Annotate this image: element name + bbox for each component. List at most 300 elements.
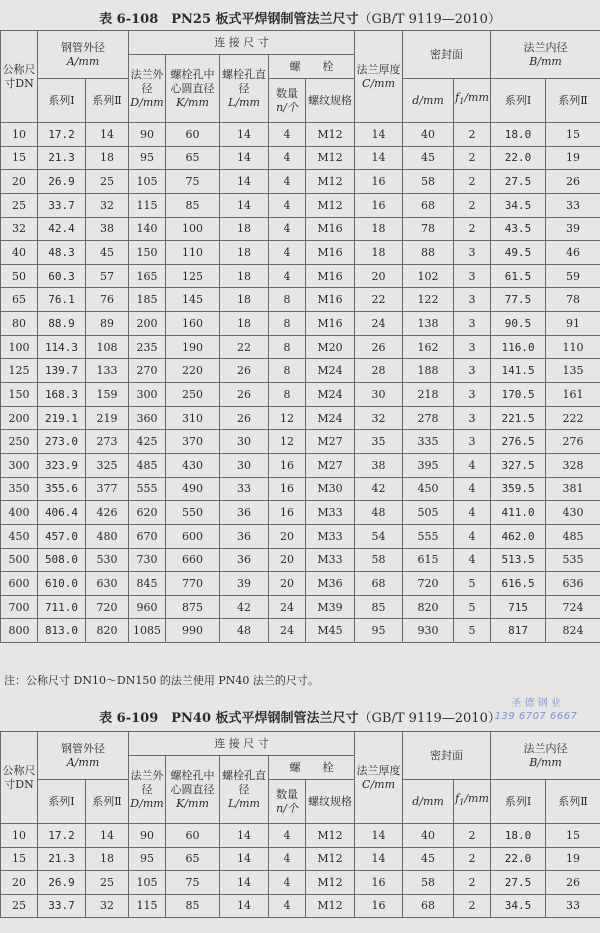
header-d: d/mm <box>403 780 454 824</box>
table-cell: M12 <box>306 871 355 895</box>
table-cell: 30 <box>220 453 269 477</box>
table-6-109 <box>0 731 600 918</box>
table-cell: 18 <box>220 241 269 265</box>
table-cell: 630 <box>86 572 129 596</box>
table-cell: 14 <box>220 123 269 147</box>
table-cell: 310 <box>166 406 220 430</box>
table-row <box>1 193 600 217</box>
table-row <box>1 430 600 454</box>
table-cell: 40 <box>1 241 38 265</box>
table-cell: 21.3 <box>38 847 86 871</box>
table-cell: 700 <box>1 595 38 619</box>
table-cell: 490 <box>166 477 220 501</box>
table-cell: 5 <box>454 595 491 619</box>
table-cell: 36 <box>220 548 269 572</box>
table-cell: 817 <box>491 619 546 643</box>
table-cell: 90 <box>129 824 166 848</box>
table-cell: 95 <box>129 847 166 871</box>
table-cell: 218 <box>403 383 454 407</box>
table-cell: 4 <box>454 548 491 572</box>
table-cell: 145 <box>166 288 220 312</box>
table-cell: 3 <box>454 335 491 359</box>
header-bolt-qty: 数量 n/个 <box>269 780 306 824</box>
table-cell: 60.3 <box>38 264 86 288</box>
table-cell: 273.0 <box>38 430 86 454</box>
table-row <box>1 406 600 430</box>
table-row <box>1 264 600 288</box>
table-cell: 200 <box>1 406 38 430</box>
table-cell: 327.5 <box>491 453 546 477</box>
table-cell: 381 <box>546 477 600 501</box>
table-cell: 48 <box>220 619 269 643</box>
table-cell: 505 <box>403 501 454 525</box>
table-6-108-title <box>0 8 600 27</box>
table-cell: M36 <box>306 572 355 596</box>
table-cell: 14 <box>220 193 269 217</box>
table-row <box>1 524 600 548</box>
table-cell: 22.0 <box>491 847 546 871</box>
table-cell: 30 <box>355 383 403 407</box>
table-cell: 14 <box>220 847 269 871</box>
table-cell: 95 <box>129 146 166 170</box>
table-cell: 335 <box>403 430 454 454</box>
header-flange-od: 法兰外径 D/mm <box>129 756 166 824</box>
table-cell: 14 <box>220 170 269 194</box>
table-cell: 450 <box>403 477 454 501</box>
header-bolt: 螺 栓 <box>269 55 355 79</box>
table-cell: 425 <box>129 430 166 454</box>
table-cell: 273 <box>86 430 129 454</box>
table-cell: 59 <box>546 264 600 288</box>
table-cell: 5 <box>454 572 491 596</box>
table-cell: M20 <box>306 335 355 359</box>
header-f1: $f_1/mm$ <box>454 79 491 123</box>
table-cell: 400 <box>1 501 38 525</box>
table-cell: M16 <box>306 288 355 312</box>
header-nominal-size: 公称尺寸DN <box>1 732 38 824</box>
table-cell: 616.5 <box>491 572 546 596</box>
table-cell: 555 <box>129 477 166 501</box>
table-cell: 3 <box>454 288 491 312</box>
table-cell: 530 <box>86 548 129 572</box>
table-cell: M16 <box>306 217 355 241</box>
table-cell: 24 <box>269 619 306 643</box>
table-row <box>1 847 600 871</box>
table-cell: 960 <box>129 595 166 619</box>
table-cell: 462.0 <box>491 524 546 548</box>
table-cell: 430 <box>546 501 600 525</box>
table-cell: 88 <box>403 241 454 265</box>
table-cell: 8 <box>269 288 306 312</box>
table-row <box>1 871 600 895</box>
table-cell: 2 <box>454 847 491 871</box>
table-cell: 26 <box>355 335 403 359</box>
table-cell: 50 <box>1 264 38 288</box>
table-cell: M12 <box>306 894 355 918</box>
table-cell: 33 <box>546 193 600 217</box>
table-cell: 114.3 <box>38 335 86 359</box>
table-row <box>1 335 600 359</box>
table-cell: 2 <box>454 824 491 848</box>
header-id-series-2: 系列Ⅱ <box>546 79 600 123</box>
table-cell: 26.9 <box>38 871 86 895</box>
title-text: 表 6-109 PN40 板式平焊钢制管法兰尺寸 <box>99 711 359 726</box>
table-cell: 125 <box>166 264 220 288</box>
table-cell: 219 <box>86 406 129 430</box>
table-cell: 160 <box>166 312 220 336</box>
table-cell: 49.5 <box>491 241 546 265</box>
table-row <box>1 824 600 848</box>
table-cell: 68 <box>403 894 454 918</box>
table-cell: 3 <box>454 264 491 288</box>
table-cell: 58 <box>403 871 454 895</box>
table-cell: 824 <box>546 619 600 643</box>
table-cell: 42 <box>220 595 269 619</box>
table-cell: 76.1 <box>38 288 86 312</box>
table-cell: 235 <box>129 335 166 359</box>
table-cell: 33.7 <box>38 894 86 918</box>
table-cell: 8 <box>269 312 306 336</box>
header-f1: $f_1/mm$ <box>454 780 491 824</box>
table-cell: 58 <box>355 548 403 572</box>
table-cell: 133 <box>86 359 129 383</box>
table-cell: 355.6 <box>38 477 86 501</box>
table-cell: 30 <box>220 430 269 454</box>
table-cell: 65 <box>1 288 38 312</box>
table-cell: 18 <box>220 288 269 312</box>
table-cell: 80 <box>1 312 38 336</box>
title-standard: （GB/T 9119—2010） <box>358 711 501 726</box>
table-cell: 34.5 <box>491 894 546 918</box>
table-cell: 5 <box>454 619 491 643</box>
table-cell: 65 <box>166 847 220 871</box>
table-cell: 220 <box>166 359 220 383</box>
table-cell: 770 <box>166 572 220 596</box>
table-cell: 8 <box>269 359 306 383</box>
table-cell: 26 <box>220 406 269 430</box>
table-cell: 20 <box>1 871 38 895</box>
table-row <box>1 894 600 918</box>
table-cell: 18 <box>355 217 403 241</box>
table-cell: 45 <box>86 241 129 265</box>
table-cell: 930 <box>403 619 454 643</box>
header-seal-face: 密封面 <box>403 732 491 780</box>
table-cell: 276.5 <box>491 430 546 454</box>
table-cell: 250 <box>166 383 220 407</box>
table-cell: 22 <box>355 288 403 312</box>
table-cell: 190 <box>166 335 220 359</box>
table-cell: 188 <box>403 359 454 383</box>
table-cell: 22 <box>220 335 269 359</box>
table-row <box>1 501 600 525</box>
header-bolt-circle: 螺栓孔中心圆直径 K/mm <box>166 756 220 824</box>
table-row <box>1 572 600 596</box>
table-cell: 48 <box>355 501 403 525</box>
table-cell: 85 <box>355 595 403 619</box>
table-cell: 138 <box>403 312 454 336</box>
table-cell: 4 <box>269 847 306 871</box>
table-cell: 85 <box>166 193 220 217</box>
header-id-series-1: 系列Ⅰ <box>491 79 546 123</box>
table-cell: 4 <box>454 524 491 548</box>
table-6-108-body <box>1 123 600 643</box>
table-cell: 2 <box>454 170 491 194</box>
table-cell: 610.0 <box>38 572 86 596</box>
header-bolt-hole: 螺栓孔直径 L/mm <box>220 55 269 123</box>
table-cell: 660 <box>166 548 220 572</box>
table-cell: 720 <box>86 595 129 619</box>
table-cell: 18.0 <box>491 824 546 848</box>
header-bolt-qty: 数量 n/个 <box>269 79 306 123</box>
table-cell: 68 <box>355 572 403 596</box>
table-cell: 12 <box>269 430 306 454</box>
title-standard: （GB/T 9119—2010） <box>358 12 501 27</box>
table-row <box>1 312 600 336</box>
table-cell: 100 <box>166 217 220 241</box>
table-cell: M33 <box>306 524 355 548</box>
table-cell: 89 <box>86 312 129 336</box>
table-6-109-body <box>1 824 600 918</box>
table-cell: 33.7 <box>38 193 86 217</box>
table-cell: 14 <box>355 824 403 848</box>
table-cell: 14 <box>355 146 403 170</box>
table-cell: 32 <box>355 406 403 430</box>
table-cell: 140 <box>129 217 166 241</box>
table-cell: 33 <box>546 894 600 918</box>
table-cell: 91 <box>546 312 600 336</box>
table-cell: M12 <box>306 193 355 217</box>
table-cell: M30 <box>306 477 355 501</box>
title-text: 表 6-108 PN25 板式平焊钢制管法兰尺寸 <box>99 12 359 27</box>
stamp-phone: 139 6707 6667 <box>494 711 578 722</box>
table-cell: 636 <box>546 572 600 596</box>
table-cell: 122 <box>403 288 454 312</box>
stamp-name: 圣 德 钢 业 <box>511 698 561 709</box>
table-cell: 620 <box>129 501 166 525</box>
table-cell: 4 <box>269 894 306 918</box>
table-cell: 14 <box>220 146 269 170</box>
table-6-109-title <box>0 707 600 726</box>
table-cell: 18 <box>86 146 129 170</box>
table-row <box>1 383 600 407</box>
table-cell: 18 <box>220 217 269 241</box>
table-cell: 2 <box>454 217 491 241</box>
table-cell: 14 <box>86 123 129 147</box>
table-cell: 34.5 <box>491 193 546 217</box>
table-cell: 457.0 <box>38 524 86 548</box>
table-cell: 426 <box>86 501 129 525</box>
table-cell: 550 <box>166 501 220 525</box>
table-cell: 17.2 <box>38 824 86 848</box>
table-cell: 110 <box>546 335 600 359</box>
table-cell: 4 <box>269 146 306 170</box>
table-cell: 3 <box>454 430 491 454</box>
table-cell: M24 <box>306 359 355 383</box>
table-cell: 110 <box>166 241 220 265</box>
table-cell: 300 <box>1 453 38 477</box>
table-cell: 60 <box>166 824 220 848</box>
table-cell: 185 <box>129 288 166 312</box>
table-cell: M39 <box>306 595 355 619</box>
table-cell: 33 <box>220 477 269 501</box>
table-cell: 450 <box>1 524 38 548</box>
table-cell: 17.2 <box>38 123 86 147</box>
table-cell: 875 <box>166 595 220 619</box>
table-cell: 406.4 <box>38 501 86 525</box>
table-cell: 25 <box>1 894 38 918</box>
table-cell: 3 <box>454 359 491 383</box>
header-pipe-od: 钢管外径 A/mm <box>38 732 129 780</box>
table-cell: 20 <box>355 264 403 288</box>
table-6-108 <box>0 30 600 643</box>
table-cell: 32 <box>86 894 129 918</box>
table-cell: 19 <box>546 146 600 170</box>
table-cell: 135 <box>546 359 600 383</box>
table-cell: 75 <box>166 871 220 895</box>
header-id-series-2: 系列Ⅱ <box>546 780 600 824</box>
table-cell: 21.3 <box>38 146 86 170</box>
table-cell: 20 <box>269 524 306 548</box>
table-cell: M27 <box>306 430 355 454</box>
table-cell: 730 <box>129 548 166 572</box>
table-cell: 60 <box>166 123 220 147</box>
table-cell: 2 <box>454 193 491 217</box>
table-cell: 125 <box>1 359 38 383</box>
table-cell: 27.5 <box>491 871 546 895</box>
table-cell: 360 <box>129 406 166 430</box>
table-cell: 141.5 <box>491 359 546 383</box>
table-cell: 108 <box>86 335 129 359</box>
table-cell: 43.5 <box>491 217 546 241</box>
table-cell: 36 <box>220 524 269 548</box>
table-cell: 139.7 <box>38 359 86 383</box>
header-flange-thickness: 法兰厚度 C/mm <box>355 732 403 824</box>
table-cell: 15 <box>1 146 38 170</box>
table-cell: M12 <box>306 170 355 194</box>
table-cell: 4 <box>269 123 306 147</box>
table-cell: 1085 <box>129 619 166 643</box>
table-cell: 813.0 <box>38 619 86 643</box>
table-cell: 18 <box>220 312 269 336</box>
table-cell: 26 <box>220 383 269 407</box>
table-cell: 16 <box>355 193 403 217</box>
table-cell: 68 <box>403 193 454 217</box>
header-thread: 螺纹规格 <box>306 780 355 824</box>
table-cell: 54 <box>355 524 403 548</box>
table-cell: 115 <box>129 894 166 918</box>
table-cell: 278 <box>403 406 454 430</box>
table-cell: 16 <box>269 477 306 501</box>
table-cell: 535 <box>546 548 600 572</box>
table-cell: 25 <box>1 193 38 217</box>
table-row <box>1 146 600 170</box>
table-cell: 10 <box>1 824 38 848</box>
table-cell: 4 <box>269 824 306 848</box>
table-cell: 26 <box>546 871 600 895</box>
table-cell: M45 <box>306 619 355 643</box>
header-flange-id: 法兰内径 B/mm <box>491 31 600 79</box>
header-d: d/mm <box>403 79 454 123</box>
table-cell: 42 <box>355 477 403 501</box>
table-note: 注：公称尺寸 DN10～DN150 的法兰使用 PN40 法兰的尺寸。 <box>4 674 319 687</box>
table-cell: 18 <box>220 264 269 288</box>
table-cell: 61.5 <box>491 264 546 288</box>
table-row <box>1 619 600 643</box>
table-cell: 500 <box>1 548 38 572</box>
table-row <box>1 217 600 241</box>
table-cell: 715 <box>491 595 546 619</box>
table-cell: 2 <box>454 123 491 147</box>
table-cell: 46 <box>546 241 600 265</box>
table-cell: M33 <box>306 501 355 525</box>
table-cell: 221.5 <box>491 406 546 430</box>
table-cell: M16 <box>306 264 355 288</box>
table-cell: 16 <box>355 894 403 918</box>
table-cell: 3 <box>454 241 491 265</box>
table-cell: 250 <box>1 430 38 454</box>
table-cell: 90 <box>129 123 166 147</box>
header-flange-id: 法兰内径 B/mm <box>491 732 600 780</box>
table-cell: 600 <box>1 572 38 596</box>
table-row <box>1 453 600 477</box>
table-cell: M27 <box>306 453 355 477</box>
table-cell: 3 <box>454 406 491 430</box>
table-cell: 24 <box>269 595 306 619</box>
table-cell: 3 <box>454 383 491 407</box>
table-cell: 508.0 <box>38 548 86 572</box>
table-row <box>1 477 600 501</box>
table-cell: 219.1 <box>38 406 86 430</box>
header-bolt-circle: 螺栓孔中心圆直径 K/mm <box>166 55 220 123</box>
table-cell: 2 <box>454 894 491 918</box>
table-cell: 4 <box>269 871 306 895</box>
table-cell: 22.0 <box>491 146 546 170</box>
table-cell: 20 <box>1 170 38 194</box>
table-cell: 76 <box>86 288 129 312</box>
table-cell: 162 <box>403 335 454 359</box>
table-cell: 513.5 <box>491 548 546 572</box>
table-cell: 102 <box>403 264 454 288</box>
table-cell: 16 <box>355 871 403 895</box>
table-cell: M16 <box>306 241 355 265</box>
table-cell: 600 <box>166 524 220 548</box>
table-cell: 4 <box>454 477 491 501</box>
table-cell: 26 <box>546 170 600 194</box>
table-cell: 8 <box>269 383 306 407</box>
header-series-2: 系列Ⅱ <box>86 79 129 123</box>
table-cell: 4 <box>269 217 306 241</box>
table-cell: M24 <box>306 406 355 430</box>
table-cell: 19 <box>546 847 600 871</box>
header-series-1: 系列Ⅰ <box>38 780 86 824</box>
table-cell: 270 <box>129 359 166 383</box>
table-cell: 165 <box>129 264 166 288</box>
table-cell: 4 <box>269 193 306 217</box>
table-cell: 40 <box>403 123 454 147</box>
header-series-1: 系列Ⅰ <box>38 79 86 123</box>
header-bolt: 螺 栓 <box>269 756 355 780</box>
table-cell: 14 <box>355 123 403 147</box>
table-cell: 323.9 <box>38 453 86 477</box>
table-cell: 485 <box>129 453 166 477</box>
table-cell: 25 <box>86 871 129 895</box>
table-cell: 430 <box>166 453 220 477</box>
table-cell: 480 <box>86 524 129 548</box>
table-cell: 45 <box>403 146 454 170</box>
table-cell: 3 <box>454 312 491 336</box>
table-cell: 328 <box>546 453 600 477</box>
table-cell: 555 <box>403 524 454 548</box>
